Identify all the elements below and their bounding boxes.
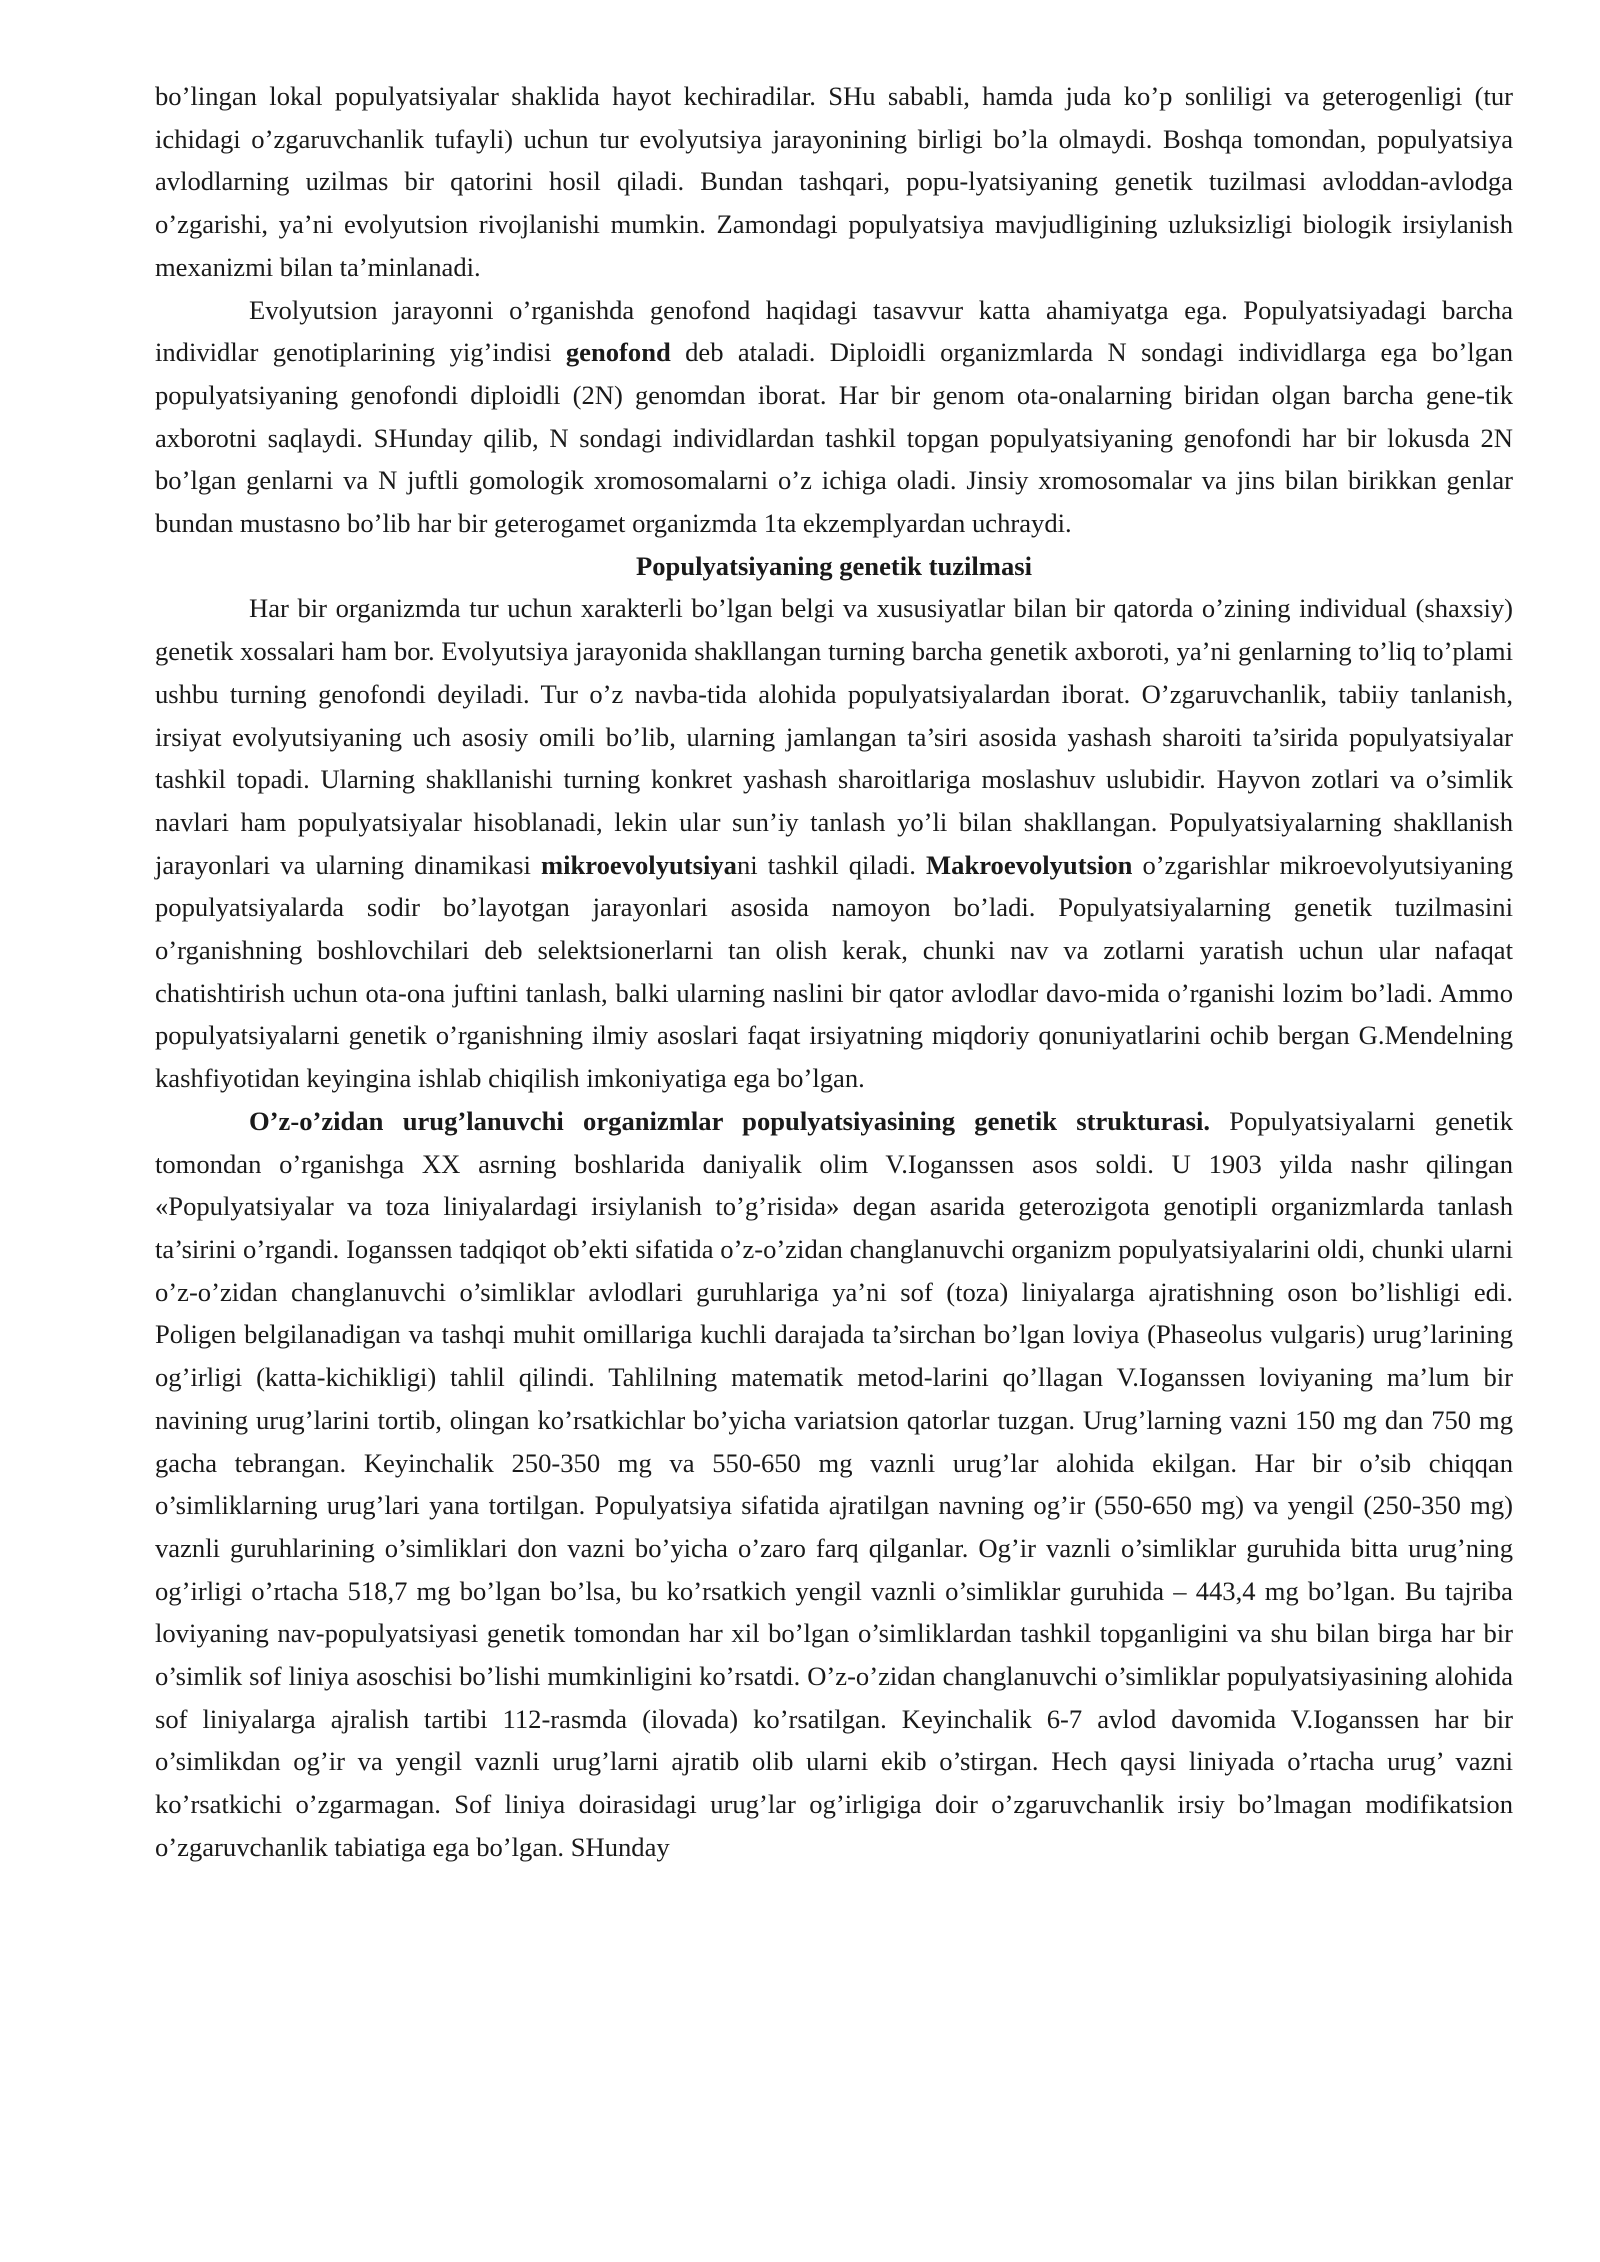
paragraph-genofond: Evolyutsion jarayonni o’rganishda genofond haqidagi tasavvur katta ahamiyatga ega. Populyatsiyadagi barcha individlar genotiplarining yig’indisi genofond deb ataladi. Diploidli organizmlarda N sondagi individlarga ega bo’lgan populyatsiyaning genofondi diploidli (2N) genomdan iborat. Har bir genom ota-onalarning biridan olgan barcha gene-tik axborotni saqlaydi. SHunday qilib, N sondagi individlardan tashkil topgan populyatsiyaning genofondi har bir lokusda 2N bo’lgan genlarni va N juftli gomologik xromosomalarni o’z ichiga oladi. Jinsiy xromosomalar va jins bilan birikkan genlar bundan mustasno bo’lib har bir geterogamet organizmda 1ta ekzemplyardan uchraydi. bbox=[155, 294, 1513, 539]
section-heading: Populyatsiyaning genetik tuzilmasi bbox=[636, 550, 1032, 581]
paragraph-genetic-structure: Har bir organizmda tur uchun xarakterli bo’lgan belgi va xususiyatlar bilan bir qatorda o’zining individual (shaxsiy) genetik xossalari ham bor. Evolyutsiya jarayonida shakllangan turning barcha genetik axboroti, ya’ni genlarning to’liq to’plami ushbu turning genofondi deyiladi. Tur o’z navba-tida alohida populyatsiyalardan iborat. O’zgaruvchanlik, tabiiy tanlanish, irsiyat evolyutsiyaning uch asosiy omili bo’lib, ularning jamlangan ta’siri asosida yashash sharoiti ta’sirida populyatsiyalar tashkil topadi. Ularning shakllanishi turning konkret yashash sharoitlariga moslashuv uslubidir. Hayvon zotlari va o’simlik navlari ham populyatsiyalar hisoblanadi, lekin ular sun’iy tanlash yo’li bilan shakllangan. Populyatsiyalarning shakllanish jarayonlari va ularning dinamikasi mikroevolyutsiyani tashkil qiladi. Makroevolyutsion o’zgarishlar mikroevolyutsiyaning populyatsiyalarda sodir bo’layotgan jarayonlari asosida namoyon bo’ladi. Populyatsiyalarning genetik tuzilmasini o’rganishning boshlovchilari deb selektsionerlarni tan olish kerak, chunki nav va zotlarni yaratish uchun ular nafaqat chatishtirish uchun ota-ona juftini tanlash, balki ularning naslini bir qator avlodlar davo-mida o’rganishi lozim bo’ladi. Ammo populyatsiyalarni genetik o’rganishning ilmiy asoslari faqat irsiyatning miqdoriy qonuniyatlarini ochib bergan G.Mendelning kashfiyotidan keyingina ishlab chiqilish imkoniyatiga ega bo’lgan. bbox=[155, 593, 1513, 1094]
document-page bbox=[155, 75, 1513, 1869]
term-genofond: genofond bbox=[565, 337, 671, 368]
term-makroevolyutsion: Makroevolyutsion bbox=[926, 849, 1133, 880]
paragraph-populations-intro: bo’lingan lokal populyatsiyalar shaklida hayot kechiradilar. SHu sababli, hamda juda ko’p sonliligi va geterogenligi (tur ichidagi o’zgaruvchanlik tufayli) uchun tur evolyutsiya jarayonining birligi bo’la olmaydi. Boshqa tomondan, populyatsiya avlodlarning uzilmas bir qatorini hosil qiladi. Bundan tashqari, popu-lyatsiyaning genetik tuzilmasi avloddan-avlodga o’zgarishi, ya’ni evolyutsion rivojlanishi mumkin. Zamondagi populyatsiya mavjudligining uzluksizligi biologik irsiylanish mexanizmi bilan ta’minlanadi. bbox=[155, 81, 1513, 282]
paragraph-self-pollinating: O’z-o’zidan urug’lanuvchi organizmlar populyatsiyasining genetik strukturasi. Populyatsiyalarni genetik tomondan o’rganishga XX asrning boshlarida daniyalik olim V.Ioganssen asos soldi. U 1903 yilda nashr qilingan «Populyatsiyalar va toza liniyalardagi irsiylanish to’g’risida» degan asarida geterozigota genotipli organizmlarda tanlash ta’sirini o’rgandi. Ioganssen tadqiqot ob’ekti sifatida o’z-o’zidan changlanuvchi organizm populyatsiyalarini oldi, chunki ularni o’z-o’zidan changlanuvchi o’simliklar avlodlari guruhlariga ya’ni sof (toza) liniyalarga ajratishning oson bo’lishligi edi. Poligen belgilanadigan va tashqi muhit omillariga kuchli darajada ta’sirchan bo’lgan loviya (Phaseolus vulgaris) urug’larining og’irligi (katta-kichikligi) tahlil qilindi. Tahlilning matematik metod-larini qo’llagan V.Ioganssen loviyaning ma’lum bir navining urug’larini tortib, olingan ko’rsatkichlar bo’yicha variatsion qatorlar tuzgan. Urug’larning vazni 150 mg dan 750 mg gacha tebrangan. Keyinchalik 250-350 mg va 550-650 mg vaznli urug’lar alohida ekilgan. Har bir o’sib chiqqan o’simliklarning urug’lari yana tortilgan. Populyatsiya sifatida ajratilgan navning og’ir (550-650 mg) va yengil (250-350 mg) vaznli guruhlarining o’simliklari don vazni bo’yicha o’zaro farq qilganlar. Og’ir vaznli o’simliklar guruhida bitta urug’ning og’irligi o’rtacha 518,7 mg bo’lgan bo’lsa, bu ko’rsatkich yengil vaznli o’simliklar guruhida – 443,4 mg bo’lgan. Bu tajriba loviyaning nav-populyatsiyasi genetik tomondan har xil bo’lgan o’simliklardan tashkil topganligini va shu bilan birga har bir o’simlik sof liniya asoschisi bo’lishi mumkinligini ko’rsatdi. O’z-o’zidan changlanuvchi o’simliklar populyatsiyasining alohida sof liniyalarga ajralish tartibi 112-rasmda (ilovada) ko’rsatilgan. Keyinchalik 6-7 avlod davomida V.Ioganssen har bir o’simlikdan og’ir va yengil vaznli urug’larni ajratib olib ularni ekib o’stirgan. Hech qaysi liniyada o’rtacha urug’ vazni ko’rsatkichi o’zgarmagan. Sof liniya doirasidagi urug’lar og’irligiga doir o’zgaruvchanlik irsiy bo’lmagan modifikatsion o’zgaruvchanlik tabiatiga ega bo’lgan. SHunday bbox=[155, 1105, 1513, 1862]
subsection-title: O’z-o’zidan urug’lanuvchi organizmlar populyatsiyasining genetik strukturasi. bbox=[249, 1105, 1211, 1136]
term-mikroevolyutsiya: mikroevolyutsiya bbox=[540, 849, 737, 880]
